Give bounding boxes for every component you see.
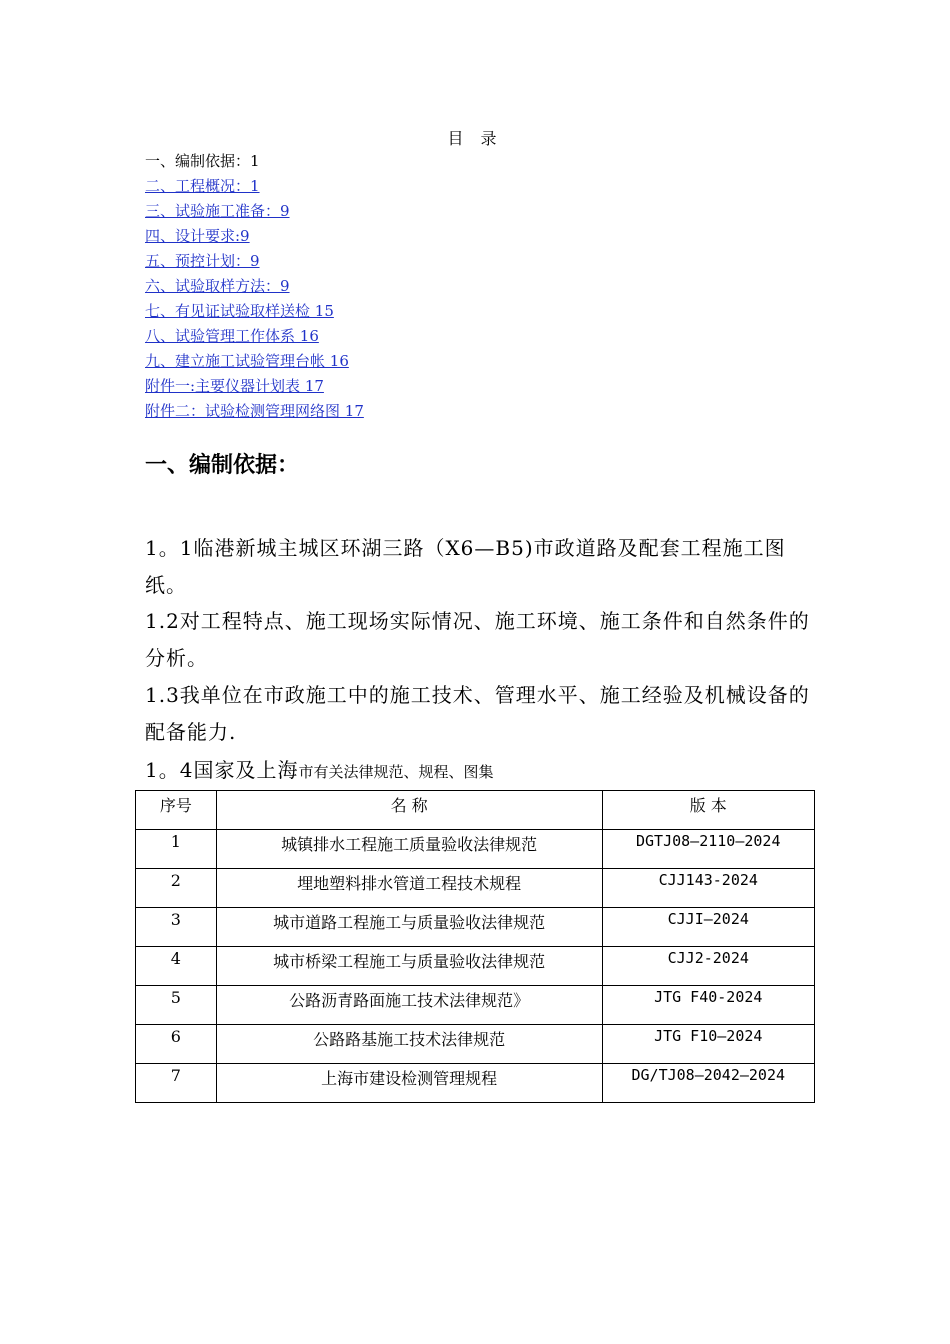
table-row bbox=[136, 1025, 815, 1064]
paragraph-1-2: 1.2对工程特点、施工现场实际情况、施工环境、施工条件和自然条件的分析。 bbox=[145, 609, 810, 670]
cell-version: CJJ2-2024 bbox=[602, 947, 814, 986]
header-name: 名 称 bbox=[216, 791, 602, 830]
cell-version: DG/TJ08—2042—2024 bbox=[602, 1064, 814, 1103]
toc-item-7[interactable]: 七、有见证试验取样送检 15 bbox=[145, 302, 334, 320]
paragraph-1-3: 1.3我单位在市政施工中的施工技术、管理水平、施工经验及机械设备的配备能力. bbox=[145, 683, 810, 744]
cell-name: 公路沥青路面施工技术法律规范》 bbox=[216, 986, 602, 1025]
cell-index: 6 bbox=[136, 1025, 217, 1064]
cell-version: CJJ143-2024 bbox=[602, 869, 814, 908]
cell-index: 1 bbox=[136, 830, 217, 869]
toc-item-4[interactable]: 四、设计要求:9 bbox=[145, 227, 250, 245]
cell-index: 4 bbox=[136, 947, 217, 986]
toc-item-3[interactable]: 三、试验施工准备：9 bbox=[145, 202, 290, 220]
cell-version: CJJI—2024 bbox=[602, 908, 814, 947]
table-row bbox=[136, 947, 815, 986]
table-row bbox=[136, 1064, 815, 1103]
paragraph-1-1: 1。1临港新城主城区环湖三路（X6—B5)市政道路及配套工程施工图纸。 bbox=[145, 536, 786, 597]
paragraph-1-4-tail: 市有关法律规范、规程、图集 bbox=[298, 763, 494, 781]
standards-table bbox=[135, 790, 815, 1103]
toc-item-6[interactable]: 六、试验取样方法：9 bbox=[145, 277, 290, 295]
header-version: 版 本 bbox=[602, 791, 814, 830]
paragraph-1-4-lead: 1。4国家及上海 bbox=[145, 758, 299, 782]
table-row bbox=[136, 986, 815, 1025]
toc-item-2[interactable]: 二、工程概况：1 bbox=[145, 177, 260, 195]
cell-index: 2 bbox=[136, 869, 217, 908]
section-heading: 一、编制依据： bbox=[145, 453, 300, 478]
cell-version: DGTJ08—2110—2024 bbox=[602, 830, 814, 869]
table-of-contents bbox=[145, 150, 364, 425]
cell-name: 城市桥梁工程施工与质量验收法律规范 bbox=[216, 947, 602, 986]
toc-item-8[interactable]: 八、试验管理工作体系 16 bbox=[145, 327, 319, 345]
cell-version: JTG F10—2024 bbox=[602, 1025, 814, 1064]
toc-item-9[interactable]: 九、建立施工试验管理台帐 16 bbox=[145, 352, 349, 370]
table-header-row bbox=[136, 791, 815, 830]
cell-version: JTG F40-2024 bbox=[602, 986, 814, 1025]
toc-title: 目 录 bbox=[447, 129, 503, 148]
cell-name: 城市道路工程施工与质量验收法律规范 bbox=[216, 908, 602, 947]
cell-name: 埋地塑料排水管道工程技术规程 bbox=[216, 869, 602, 908]
header-index: 序号 bbox=[136, 791, 217, 830]
cell-name: 城镇排水工程施工质量验收法律规范 bbox=[216, 830, 602, 869]
cell-index: 3 bbox=[136, 908, 217, 947]
cell-name: 公路路基施工技术法律规范 bbox=[216, 1025, 602, 1064]
cell-index: 7 bbox=[136, 1064, 217, 1103]
table-row bbox=[136, 908, 815, 947]
paragraph-1-4 bbox=[145, 752, 825, 791]
toc-item-1[interactable]: 一、编制依据：1 bbox=[145, 152, 260, 170]
cell-name: 上海市建设检测管理规程 bbox=[216, 1064, 602, 1103]
table-row bbox=[136, 869, 815, 908]
toc-item-appendix-1[interactable]: 附件一:主要仪器计划表 17 bbox=[145, 377, 324, 395]
table-row bbox=[136, 830, 815, 869]
toc-item-5[interactable]: 五、预控计划：9 bbox=[145, 252, 260, 270]
toc-item-appendix-2[interactable]: 附件二：试验检测管理网络图 17 bbox=[145, 402, 364, 420]
cell-index: 5 bbox=[136, 986, 217, 1025]
